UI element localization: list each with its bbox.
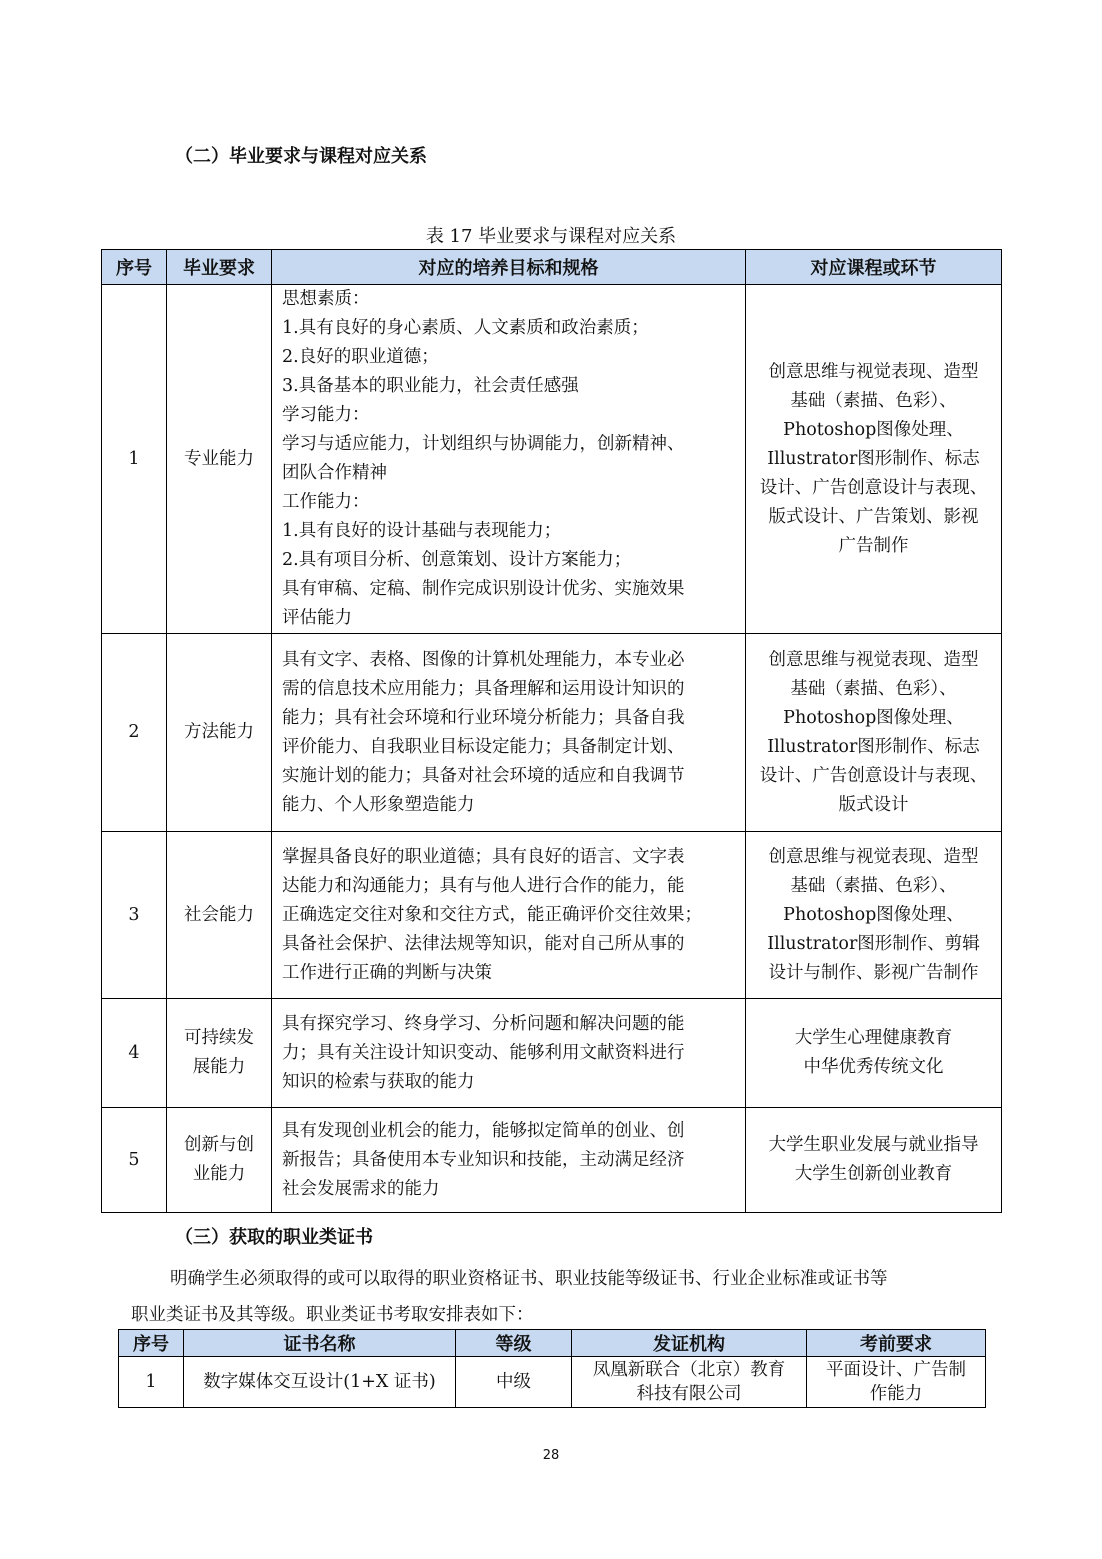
- section-heading-2: （二）毕业要求与课程对应关系: [175, 146, 427, 167]
- row-courses: 大学生职业发展与就业指导 大学生创新创业教育: [746, 1108, 1002, 1213]
- row-goals: 具有发现创业机会的能力，能够拟定简单的创业、创 新报告；具备使用本专业知识和技能，主动满足经济 社会发展需求的能力: [272, 1108, 746, 1213]
- row-goals: 具有文字、表格、图像的计算机处理能力，本专业必 需的信息技术应用能力；具备理解和运用设计知识的 能力；具有社会环境和行业环境分析能力；具备自我 评价能力、自我职业目标设定能力；具备制定计划、 实施计划的能力；具备对社会环境的适应和自我调节 能力、个人形象塑造能力: [272, 634, 746, 832]
- cert-header-level: 等级: [456, 1330, 572, 1357]
- certificate-table: [118, 1329, 986, 1408]
- row-no: 5: [102, 1108, 167, 1213]
- row-no: 3: [102, 832, 167, 999]
- cert-header-requirement: 考前要求: [807, 1330, 986, 1357]
- row-courses: 创意思维与视觉表现、造型 基础（素描、色彩）、 Photoshop图像处理、 Illustrator图形制作、标志 设计、广告创意设计与表现、 版式设计: [746, 634, 1002, 832]
- row-goals: 掌握具备良好的职业道德；具有良好的语言、文字表 达能力和沟通能力；具有与他人进行合作的能力，能 正确选定交往对象和交往方式，能正确评价交往效果； 具备社会保护、法律法规等知识，能对自己所从事的 工作进行正确的判断与决策: [272, 832, 746, 999]
- row-requirement: 专业能力: [167, 285, 272, 634]
- row-requirement: 方法能力: [167, 634, 272, 832]
- table-row: [102, 634, 1002, 832]
- table-row: [102, 999, 1002, 1108]
- row-no: 1: [102, 285, 167, 634]
- row-courses: 大学生心理健康教育 中华优秀传统文化: [746, 999, 1002, 1108]
- cert-issuer: 凤凰新联合（北京）教育 科技有限公司: [572, 1357, 807, 1408]
- cert-name: 数字媒体交互设计(1+X 证书): [184, 1357, 456, 1408]
- row-requirement: 可持续发 展能力: [167, 999, 272, 1108]
- row-no: 4: [102, 999, 167, 1108]
- row-no: 2: [102, 634, 167, 832]
- page-number: 28: [542, 1448, 560, 1463]
- header-courses: 对应课程或环节: [746, 250, 1002, 285]
- header-no: 序号: [102, 250, 167, 285]
- table-row: [119, 1357, 986, 1408]
- cert-header-name: 证书名称: [184, 1330, 456, 1357]
- cert-level: 中级: [456, 1357, 572, 1408]
- table-row: [102, 832, 1002, 999]
- requirements-course-table: [101, 249, 1002, 1213]
- cert-header-no: 序号: [119, 1330, 184, 1357]
- table-row: [102, 285, 1002, 634]
- row-courses: 创意思维与视觉表现、造型 基础（素描、色彩）、 Photoshop图像处理、 Illustrator图形制作、标志 设计、广告创意设计与表现、 版式设计、广告策划、影视 广告制作: [746, 285, 1002, 634]
- table-row: [102, 1108, 1002, 1213]
- row-courses: 创意思维与视觉表现、造型 基础（素描、色彩）、 Photoshop图像处理、 Illustrator图形制作、剪辑 设计与制作、影视广告制作: [746, 832, 1002, 999]
- header-requirement: 毕业要求: [167, 250, 272, 285]
- row-requirement: 社会能力: [167, 832, 272, 999]
- paragraph-line-1: 明确学生必须取得的或可以取得的职业资格证书、职业技能等级证书、行业企业标准或证书等: [170, 1269, 888, 1289]
- section-heading-3: （三）获取的职业类证书: [175, 1227, 373, 1248]
- cert-header-issuer: 发证机构: [572, 1330, 807, 1357]
- table-caption: 表 17 毕业要求与课程对应关系: [425, 226, 677, 247]
- row-goals: 思想素质： 1.具有良好的身心素质、人文素质和政治素质； 2.良好的职业道德； 3.具备基本的职业能力，社会责任感强 学习能力： 学习与适应能力，计划组织与协调能力，创新精神、 团队合作精神 工作能力： 1.具有良好的设计基础与表现能力； 2.具有项目分析、创意策划、设计方案能力； 具有审稿、定稿、制作完成识别设计优劣、实施效果 评估能力: [272, 285, 746, 634]
- cert-requirement: 平面设计、广告制 作能力: [807, 1357, 986, 1408]
- row-requirement: 创新与创 业能力: [167, 1108, 272, 1213]
- paragraph-line-2: 职业类证书及其等级。职业类证书考取安排表如下：: [131, 1305, 534, 1325]
- cert-no: 1: [119, 1357, 184, 1408]
- header-goals: 对应的培养目标和规格: [272, 250, 746, 285]
- row-goals: 具有探究学习、终身学习、分析问题和解决问题的能 力；具有关注设计知识变动、能够利用文献资料进行 知识的检索与获取的能力: [272, 999, 746, 1108]
